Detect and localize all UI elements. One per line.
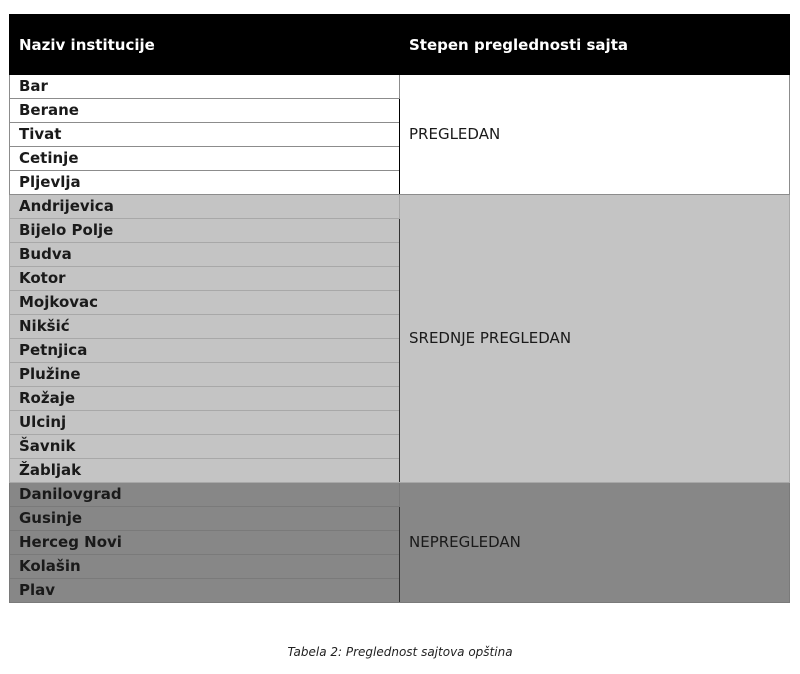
table-body (10, 75, 790, 603)
institution-name-cell: Mojkovac (10, 291, 400, 315)
institution-name-cell: Bar (10, 75, 400, 99)
visibility-level-cell: NEPREGLEDAN (400, 483, 790, 603)
institution-name-cell: Ulcinj (10, 411, 400, 435)
institution-name-cell: Danilovgrad (10, 483, 400, 507)
institution-name-cell: Budva (10, 243, 400, 267)
institution-name-cell: Plužine (10, 363, 400, 387)
institution-name-cell: Tivat (10, 123, 400, 147)
institution-name-cell: Kolašin (10, 555, 400, 579)
visibility-level-cell: SREDNJE PREGLEDAN (400, 195, 790, 483)
institution-name-cell: Rožaje (10, 387, 400, 411)
table-row (10, 483, 790, 507)
institution-name-cell: Pljevlja (10, 171, 400, 195)
institution-name-cell: Herceg Novi (10, 531, 400, 555)
institution-name-cell: Kotor (10, 267, 400, 291)
municipality-table (9, 14, 790, 603)
institution-name-cell: Cetinje (10, 147, 400, 171)
table-caption: Tabela 2: Preglednost sajtova opština (287, 645, 513, 659)
institution-name-cell: Petnjica (10, 339, 400, 363)
table-row (10, 75, 790, 99)
header-visibility-level: Stepen preglednosti sajta (400, 15, 790, 75)
institution-name-cell: Šavnik (10, 435, 400, 459)
table-header-row (10, 15, 790, 75)
institution-name-cell: Berane (10, 99, 400, 123)
institution-name-cell: Plav (10, 579, 400, 603)
institution-name-cell: Žabljak (10, 459, 400, 483)
institution-name-cell: Gusinje (10, 507, 400, 531)
institution-name-cell: Andrijevica (10, 195, 400, 219)
visibility-level-cell: PREGLEDAN (400, 75, 790, 195)
header-institution-name: Naziv institucije (10, 15, 400, 75)
institution-name-cell: Nikšić (10, 315, 400, 339)
table-row (10, 195, 790, 219)
institution-name-cell: Bijelo Polje (10, 219, 400, 243)
